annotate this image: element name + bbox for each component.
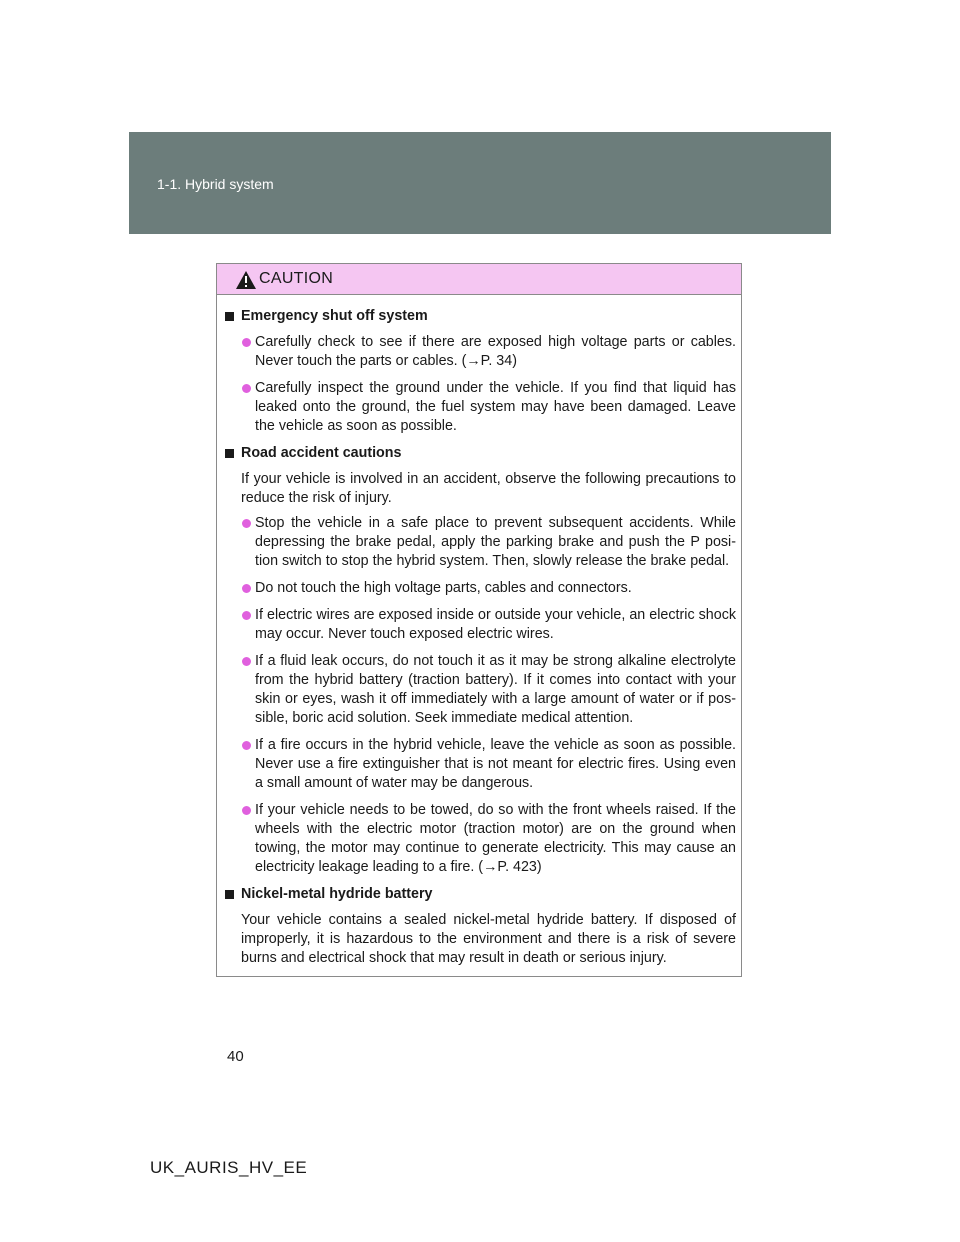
bullet-item [223,606,736,644]
section-heading [223,307,736,326]
bullet-item [223,736,736,793]
bullet-text: Do not touch the high voltage parts, cables and connectors. [255,580,632,596]
section-title-text: Road accident cautions [241,445,402,461]
section-intro: Your vehicle contains a sealed nickel-metal hydride battery. If disposed of improperly, it is hazardous to the environment and there is a risk of severe burns and electrical shock that may result in death or serious injury. [241,912,736,966]
caution-label: CAUTION [259,270,334,287]
round-bullet-icon [242,611,251,620]
section-heading [223,444,736,463]
square-bullet-icon [225,449,234,458]
square-bullet-icon [225,890,234,899]
round-bullet-icon [242,657,251,666]
page-number: 40 [227,1048,244,1065]
section-road-accident [223,444,736,877]
section-heading [223,885,736,904]
section-title-text: Nickel-metal hydride battery [241,886,433,902]
round-bullet-icon [242,338,251,347]
bullet-text: Stop the vehicle in a safe place to prevent subsequent accidents. While depressing the brake pedal, apply the parking brake and push the P posi-tion switch to stop the hybrid system. Then, slowly release the brake pedal. [255,515,736,569]
section-emergency-shut-off [223,307,736,436]
bullet-item [223,652,736,728]
document-code: UK_AURIS_HV_EE [150,1158,308,1177]
bullet-item [223,514,736,571]
caution-body [217,295,741,968]
bullet-text: If electric wires are exposed inside or outside your vehicle, an electric shock may occur. Never touch exposed electric wires. [255,607,736,642]
bullet-item [223,801,736,877]
bullet-text: Carefully inspect the ground under the vehicle. If you find that liquid has leaked onto the ground, the fuel system may have been damaged. Leave the vehicle as soon as possible. [255,380,736,434]
round-bullet-icon [242,806,251,815]
section-title: 1-1. Hybrid system [157,176,274,192]
round-bullet-icon [242,519,251,528]
round-bullet-icon [242,584,251,593]
section-nickel-metal-hydride-battery [223,885,736,968]
bullet-item [223,379,736,436]
bullet-text: Carefully check to see if there are exposed high voltage parts or cables. Never touch the parts or cables. (→P. 34) [255,334,736,369]
bullet-text: If a fire occurs in the hybrid vehicle, leave the vehicle as soon as possible. Never use a fire extinguisher that is not meant for electric fires. Using even a small amount of water may be dangerous. [255,737,736,791]
bullet-item [223,333,736,371]
section-title-text: Emergency shut off system [241,308,428,324]
bullet-text: If your vehicle needs to be towed, do so with the front wheels raised. If the wheels with the electric motor (traction motor) are on the ground when towing, the motor may continue to generate electricity. This may cause an electricity leakage leading to a fire. (→P. 423) [255,802,736,875]
header-band [129,132,831,234]
caution-header [217,264,741,295]
warning-triangle-icon [235,270,257,290]
bullet-text: If a fluid leak occurs, do not touch it as it may be strong alkaline electrolyte from the hybrid battery (traction battery). If it comes into contact with your skin or eyes, wash it off immediately with a large amount of water or if pos-sible, boric acid solution. Seek immediate medical attention. [255,653,736,726]
bullet-item [223,579,736,598]
section-intro: If your vehicle is involved in an accident, observe the following precautions to reduce the risk of injury. [241,471,736,506]
caution-box [216,263,742,977]
round-bullet-icon [242,741,251,750]
square-bullet-icon [225,312,234,321]
round-bullet-icon [242,384,251,393]
